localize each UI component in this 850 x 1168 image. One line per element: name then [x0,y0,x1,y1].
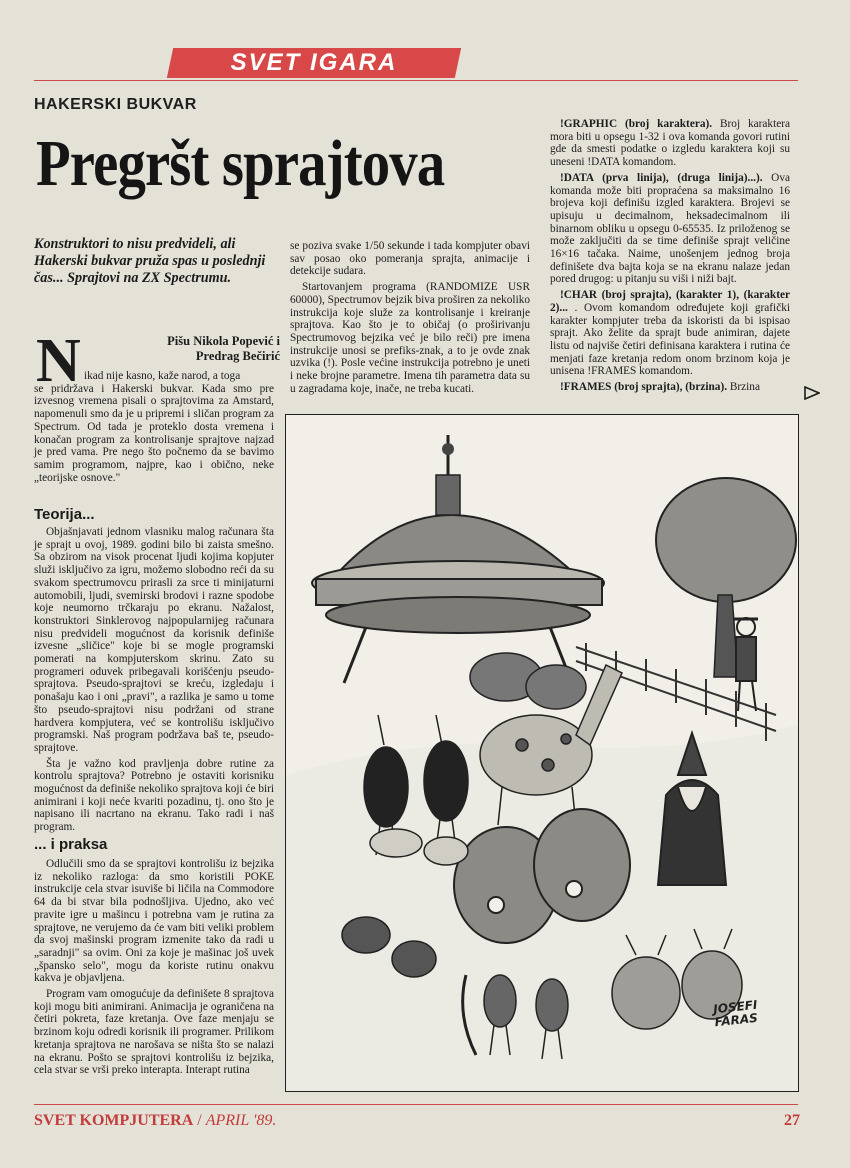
tree-drawing [656,478,796,677]
footer-issue-date: APRIL '89. [205,1112,277,1129]
footer-magazine-name: SVET KOMPJUTERA [34,1112,194,1129]
cartoon-illustration [285,414,799,1092]
command-graphic [550,118,790,169]
footer-separator: / [193,1112,206,1129]
command-frames-text: Brzina [727,381,760,394]
column-kicker: HAKERSKI BUKVAR [34,96,197,113]
subhead-theory: Teorija... [34,506,95,523]
theory-paragraph-2: Šta je važno kod pravljenja dobre rutine za kontrolu sprajtova? Potrebno je ostaviti korisniku mogućnost da definiše nekoliko sprajtova koji će biri animirani i koji neće kvariti pozadinu, tj. ono što je napisano ili nacrtano na ekranu. Tako radi i naš program. [34,757,275,834]
footer-rule [34,1104,798,1105]
command-data-name: !DATA (prva linija), (druga linija)...). [560,171,763,184]
middle-column [290,240,530,398]
command-graphic-name: !GRAPHIC (broj karaktera). [560,118,713,130]
intro-first-line: ikad nije kasno, kaže narod, a toga [84,370,241,382]
spaceship-drawing [312,435,604,683]
command-data-text: Ova komanda može biti propraćena sa maksimalno 16 brojeva koji definišu izgled karaktera. Brojevi se upisuju u decimalnom, heksadecimalnom ili binarnom obliku u opsegu 0-65535. Iz priloženog se može zaključiti da se time definiše sprajt veličine 16×16 tačaka. Naime, unošenjem jednog broja definišete dva bajta koja se na ekranu nalaze jedan pored drugog: u pitanju su viši i niži bajt. [550,171,790,286]
practice-paragraph-2: Program vam omogućuje da definišete 8 sprajtova koji mogu biti animirani. Animacija je ograničena na četiri pokreta, faze kretanja. Ove faze menjaju se brzinom koju odredi korisnik ili programer. Prilikom kretanja sprajtova ne narošava se ništa što se nalazi na ekranu. Pošto se sprajtovi kontrolišu iz bejzika, cela stvar se vrši preko interapta. Interapt rutina [34,988,274,1077]
middle-paragraph-1: se poziva svake 1/50 sekunde i tada kompjuter obavi sav posao oko pomeranja sprajta, animacije i detekcije sudara. [290,240,530,278]
byline-line-2: Predrag Bečirić [195,349,280,363]
artist-signature [713,999,760,1029]
command-graphic-text: Broj karaktera mora biti u opsegu 1-32 i ova komanda govori rutini gde da smesti podatke o izgledu karaktera koji su uneseni !DATA komandom. [550,118,790,169]
page-title: Pregršt sprajtova [36,127,445,200]
footer [34,1112,276,1130]
theory-paragraph-1: Objašnjavati jednom vlasniku malog računara šta je sprajt u ovoj, 1989. godini bilo bi zaista smešno. Sa obzirom na visok procenat ljudi kojima kopjuter služi isključivo za igru, možemo slobodno reći da su svakom spectrumovcu prirasli za srce ti minijaturni automobili, ljudi, svemirski brodovi i razne spodobe koje neumorno trčkaraju po ekranu. Nažalost, konstruktori Sinklerovog najpopularnijeg računara nisu predvideli mogućnost da korisnik definiše izvesne „sličice" koje bi se mogle programski pomerati na kompjuterskom skrinu. Zato su programeri oduvek pribegavali korišćenju pseudo-sprajtova. Pseudo-sprajtovi se kreću, izgledaju i ponašaju kao i oni „pravi", a razlika je samo u tome što pseudo-sprajtovi nisu podržani od strane hardvera kompjutera, već se kontrolišu isključivo programski. Naš program podržava baš te, pseudo-sprajtove. [34,526,274,754]
byline [130,334,280,364]
article-lead: Konstruktori to nisu predvideli, ali Hakerski bukvar pruža spas u poslednji čas... Sprajtovi na ZX Spectrumu. [34,236,266,286]
commands-column [550,118,790,397]
cartoon-drawing [286,415,798,1091]
drop-cap: N [36,327,81,395]
command-frames-name: !FRAMES (broj sprajta), (brzina). [560,381,728,394]
intro-body: se pridržava i Hakerski bukvar. Kada smo pre izvesnog vremena pisali o sprajtovima za Amstard, napomenuli smo da je u pripremi i sličan program za Spectrum. Od tada je proteklo dosta vremena i konačan program za kontrolisanje sprajtove najzad je pred vama. Pre nego što počnemo da se bavimo samim programom, najpre, kao i obično, neke „teorijske osnove." [34,382,274,484]
command-data [550,172,790,286]
signature-line-1: JOSEFI [712,997,759,1017]
elephant-creatures-drawing [470,653,586,709]
page-number: 27 [784,1112,800,1129]
signature-line-2: FARAS [714,1010,759,1030]
section-label: SVET IGARA [230,49,398,76]
subhead-practice: ... i praksa [34,836,108,853]
farmer-drawing [734,618,758,711]
continue-arrow-icon [804,386,820,400]
theory-section [34,526,274,837]
section-banner [167,48,461,78]
header-rule [34,80,798,81]
command-char [550,289,790,378]
middle-paragraph-2: Startovanjem programa (RANDOMIZE USR 60000), Spectrumov bejzik biva proširen za nekoliko instrukcija koje služe za kontrolisanje i kreiranje sprajtova. Kao što je to običaj (o proširivanju Spectrumovog bejzika već je bilo reči) pre imena instrukcije unosi se prefiks-znak, a to je ovde znak uzvika (!). Posle većine instrukcija potrebno je uneti i neke brojne parametre. Imena tih parametra data su u zagradama koje, inače, ne treba kucati. [290,281,530,395]
byline-line-1: Pišu Nikola Popević i [167,334,280,348]
practice-paragraph-1: Odlučili smo da se sprajtovi kontrolišu iz bejzika iz nekoliko razloga: da smo koristili POKE instrukcije cela stvar isuviše bi ličila na Commodore 64 da bi stvar bila podnošljiva. Ujedno, ako već pravite igre u mašincu i potrebna vam je rutina za sprajtove, ne verujemo da će vam biti veliki problem da svoj mašinski program izmenite tako da radi u „saradnji" sa ovim. Oni za koje je mašinac još uvek „špansko selo", mogu da koriste rutinu onakvu kakva je objavljena. [34,858,274,985]
command-frames [550,381,790,394]
intro-paragraph [34,370,274,487]
command-char-text: . Ovom komandom određujete koji grafički karakter kompjuter treba da iskoristi da bi ispisao sprajt. Ako želite da sprajt bude animiran, dajete listu od najviše četiri definisana karaktera i rutina će menjati faze kretanja redom onom brzinom koja je unisena !FRAMES komandom. [550,301,790,378]
command-char-name: !CHAR (broj sprajta), (karakter 1), (karakter 2)... [550,289,790,314]
practice-section [34,858,274,1080]
